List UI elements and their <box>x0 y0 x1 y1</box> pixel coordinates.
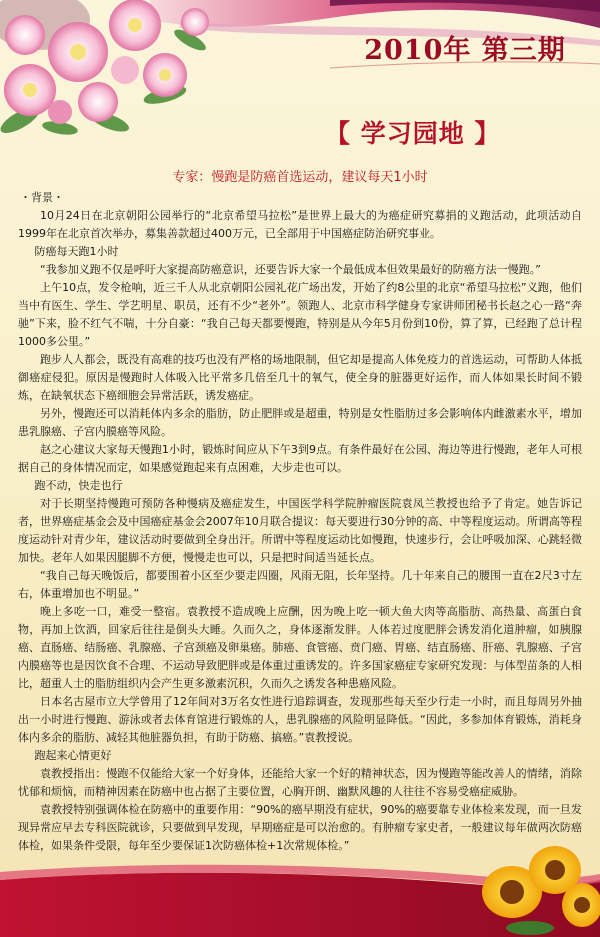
section-subheading: 跑起来心情更好 <box>34 749 112 762</box>
issue-title: 2010年 第三期 <box>364 35 566 66</box>
section-subheading: 防癌每天跑1小时 <box>34 245 119 258</box>
body-paragraph: “我自己每天晚饭后，都要围着小区至少要走四圈，风雨无阻，长年坚持。几十年来自己的腰围一直在2尺3寸左右，体重增加也不明显。” <box>18 569 582 600</box>
body-paragraph: 袁教授指出：慢跑不仅能给大家一个好身体，还能给大家一个好的精神状态，因为慢跑等能改善人的情绪，消除忧郁和烦恼，而精神因素在防癌中也占据了主要位置，心胸开朗、幽默风趣的人往往不容易受癌症威胁。 <box>18 767 582 798</box>
body-paragraph: 跑步人人都会，既没有高难的技巧也没有严格的场地限制，但它却是提高人体免疫力的首选运动，可帮助人体抵御癌症侵犯。原因是慢跑时人体吸入比平常多几倍至几十的氧气，使全身的脏器更好运作，而人体如果长时间不锻炼，在缺氧状态下癌细胞会异常活跃，诱发癌症。 <box>18 353 582 402</box>
article-body <box>18 189 582 855</box>
body-paragraph: 袁教授特别强调体检在防癌中的重要作用：“90%的癌早期没有症状，90%的癌要靠专业体检来发现，而一旦发现异常应早去专科医院就诊，只要做到早发现，早期癌症是可以治愈的。有肿瘤专家史者，一般建议每年做两次防癌体检，如果条件受限，每年至少要保证1次防癌体检+1次常规体检。” <box>18 803 582 852</box>
body-paragraph: “我参加义跑不仅是呼吁大家提高防癌意识，还要告诉大家一个最低成本但效果最好的防癌方法一慢跑。” <box>40 263 541 276</box>
body-paragraph: 晚上多吃一口，难受一整宿。袁教授不造成晚上应酬，因为晚上吃一顿大鱼大肉等高脂肪、高热量、高蛋白食物，再加上饮酒，回家后往往是倒头大睡。久而久之，身体逐渐发胖。人体若过度肥胖会诱发消化道肿瘤，如胰腺癌、直肠癌、结肠癌、乳腺癌、子宫颈癌及卵巢癌。肺癌、食管癌、贲门癌、胃癌、结直肠癌、肝癌、乳腺癌、子宫内膜癌等也是因饮食不合理、不运动导致肥胖或是体重过重诱发的。许多国家癌症专家研究发现：与体型苗条的人相比，超重人士的脂肪组织内会产生更多激素沉积，久而久之诱发各种患癌风险。 <box>18 605 582 690</box>
background-label: ・背景・ <box>20 191 64 204</box>
body-paragraph: 上午10点，发令枪响，近三千人从北京朝阳公园礼花广场出发，开始了约8公里的北京“希望马拉松”义跑，他们当中有医生、学生、学艺明星、职员，还有不少“老外”。领跑人、北京市科学健身专家讲师团秘书长赵之心一路“奔驰”下来，脸不红气不喘，十分自豪：“我自己每天都要慢跑，特别是从今年5月份到10份，算了算，已经跑了总计程1000多公里。” <box>18 281 582 348</box>
body-paragraph: 赵之心建议大家每天慢跑1小时，锻炼时间应从下午3到9点。有条件最好在公园、海边等进行慢跑，老年人可根据自己的身体情况而定，如果感觉跑起来有点困难，大步走也可以。 <box>18 443 582 474</box>
section-subheading: 跑不动，快走也行 <box>34 479 123 492</box>
body-paragraph: 10月24日在北京朝阳公园举行的“北京希望马拉松”是世界上最大的为癌症研究募捐的义跑活动，此项活动自1999年在北京首次举办，募集善款超过400万元，已全部用于中国癌症防治研究事业。 <box>18 209 582 240</box>
body-paragraph: 另外，慢跑还可以消耗体内多余的脂肪，防止肥胖或是超重，特别是女性脂肪过多会影响体内雌激素水平，增加患乳腺癌、子宫内膜癌等风险。 <box>18 407 582 438</box>
body-paragraph: 对于长期坚持慢跑可预防各种慢病及癌症发生，中国医学科学院肿瘤医院袁凤兰教授也给予了肯定。她告诉记者，世界癌症基金会及中国癌症基金会2007年10月联合提议：每天要进行30分钟的高、中等程度运动。所谓高等程度运动针对青少年，建议活动时要做到全身出汗。所谓中等程度运动比如慢跑，快速步行，会让呼吸加深、心跳轻微加快。老年人如果因腿脚不方便，慢慢走也可以，只是把时间适当延长点。 <box>18 497 582 564</box>
article-headline: 专家：慢跑是防癌首选运动，建议每天1小时 <box>172 170 428 185</box>
body-paragraph: 日本名古屋市立大学曾用了12年间对3万名女性进行追踪调查，发现那些每天至少行走一小时，而且每周另外抽出一小时进行慢跑、游泳或者去体育馆进行锻炼的人，患乳腺癌的风险明显降低。“因此，多参加体育锻炼，消耗身体内多余的脂肪、减轻其他脏器负担，有助于防癌、搞癌。”袁教授说。 <box>18 695 582 744</box>
section-title: 【 学习园地 】 <box>325 119 501 148</box>
